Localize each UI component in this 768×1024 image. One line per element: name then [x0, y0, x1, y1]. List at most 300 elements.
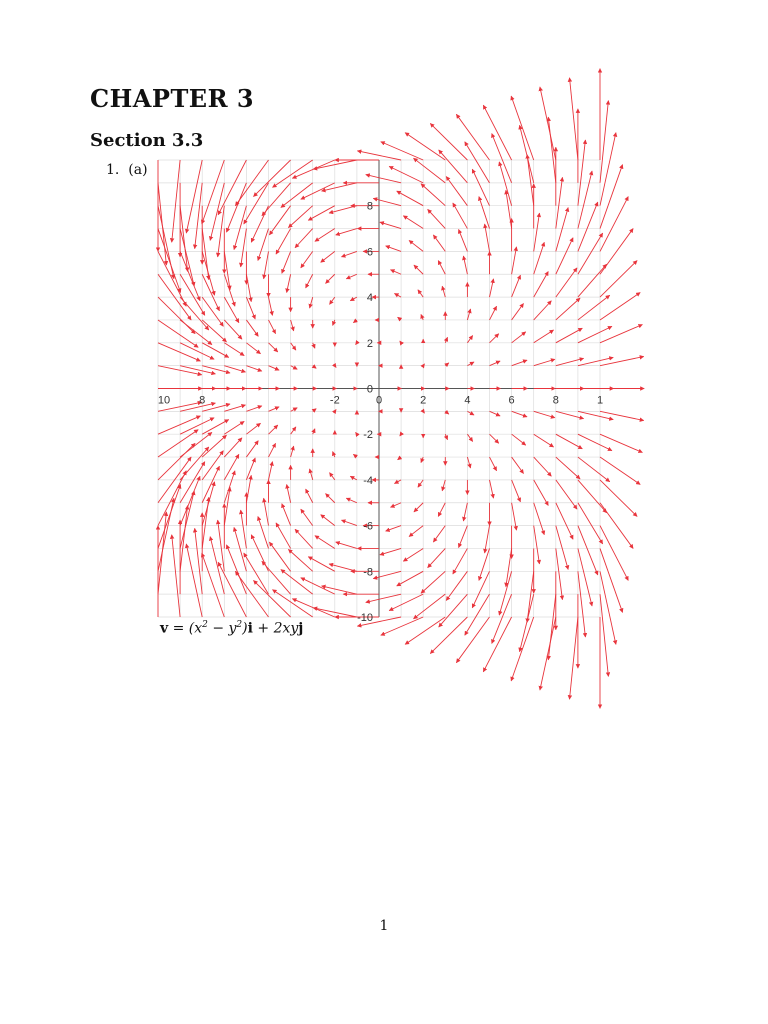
field-arrow — [281, 569, 313, 594]
field-arrow — [463, 256, 467, 274]
field-arrow — [202, 160, 225, 224]
field-arrow — [350, 476, 357, 480]
field-arrow — [467, 309, 470, 320]
field-arrow — [578, 202, 598, 251]
field-arrow — [329, 297, 334, 304]
y-tick-label: 0 — [366, 383, 373, 396]
y-tick-label: -10 — [357, 612, 373, 624]
field-arrow — [467, 457, 470, 468]
field-arrow — [600, 197, 628, 252]
field-arrow — [291, 408, 298, 412]
field-arrow — [202, 482, 214, 526]
field-arrow — [246, 343, 260, 354]
field-arrow — [413, 594, 445, 619]
field-arrow — [414, 265, 423, 274]
field-arrow — [202, 451, 223, 480]
field-arrow — [485, 526, 490, 553]
field-arrow — [282, 504, 291, 526]
caption-sup1: 2 — [202, 620, 208, 630]
field-arrow — [291, 446, 294, 457]
field-arrow — [600, 229, 633, 275]
field-arrow — [366, 594, 401, 602]
field-arrow — [578, 503, 603, 544]
field-arrow — [246, 441, 258, 457]
field-arrow — [490, 361, 501, 366]
field-arrow — [578, 264, 607, 297]
field-arrow — [534, 330, 554, 343]
field-arrow — [224, 297, 239, 323]
field-arrow — [570, 78, 578, 160]
field-arrow — [548, 594, 556, 660]
field-arrow — [600, 434, 642, 452]
field-arrow — [394, 293, 401, 297]
field-arrow — [288, 206, 312, 228]
field-arrow — [438, 503, 445, 517]
vector-field-plot — [157, 160, 604, 624]
field-arrow — [246, 475, 251, 502]
field-arrow — [262, 561, 291, 594]
field-arrow — [272, 160, 312, 187]
field-arrow — [512, 247, 517, 274]
field-arrow — [269, 407, 280, 412]
field-arrow — [346, 498, 357, 503]
field-arrow — [445, 363, 449, 366]
field-arrow — [224, 454, 239, 480]
field-arrow — [269, 462, 273, 480]
y-tick-label: -6 — [363, 520, 373, 533]
field-arrow — [556, 177, 563, 228]
caption-plus: + 2xy — [252, 620, 299, 637]
field-arrow — [512, 503, 517, 530]
field-arrow — [578, 171, 592, 229]
field-arrow — [534, 301, 552, 320]
field-arrow — [180, 418, 214, 434]
field-arrow — [600, 457, 640, 484]
field-arrow — [430, 123, 467, 160]
field-arrow — [534, 457, 552, 476]
field-arrow — [224, 405, 245, 411]
field-arrow — [180, 366, 215, 374]
field-arrow — [224, 274, 235, 306]
field-arrow — [600, 503, 633, 549]
field-arrow — [428, 548, 446, 567]
field-arrow — [467, 434, 472, 441]
caption-v: v — [160, 620, 169, 637]
field-arrow — [202, 553, 225, 617]
field-arrow — [180, 251, 200, 300]
field-arrow — [446, 571, 467, 600]
page-number: 1 — [379, 918, 389, 934]
field-arrow — [465, 142, 490, 183]
field-arrow — [246, 320, 258, 336]
field-arrow — [556, 411, 584, 418]
field-arrow — [158, 206, 174, 279]
x-tick-label: 1 — [596, 394, 604, 407]
field-arrow — [397, 191, 424, 206]
field-arrow — [439, 594, 468, 627]
field-arrow — [276, 523, 291, 549]
field-arrow — [341, 520, 356, 525]
field-arrow — [442, 480, 445, 491]
field-arrow — [202, 435, 226, 457]
field-arrow — [350, 297, 357, 301]
field-arrow — [227, 183, 247, 232]
x-tick-label: 10 — [157, 394, 171, 407]
field-arrow — [467, 411, 474, 415]
x-tick-label: 6 — [508, 394, 515, 407]
field-arrow — [556, 480, 577, 509]
x-tick-label: -2 — [329, 394, 340, 407]
field-arrow — [472, 571, 489, 608]
chapter-title: CHAPTER 3 — [90, 84, 255, 113]
field-arrow — [463, 503, 467, 521]
field-arrow — [459, 526, 468, 548]
field-arrow — [511, 617, 534, 681]
field-arrow — [353, 454, 357, 457]
field-arrow — [438, 261, 445, 275]
field-arrow — [158, 320, 198, 347]
field-arrow — [534, 272, 549, 298]
field-arrow — [158, 183, 166, 265]
field-arrow — [158, 229, 181, 293]
field-arrow — [556, 298, 580, 320]
field-arrow — [578, 526, 598, 575]
field-arrow — [224, 438, 242, 457]
field-arrow — [224, 343, 244, 356]
field-arrow — [600, 411, 644, 420]
field-arrow — [258, 516, 269, 548]
field-arrow — [218, 562, 246, 617]
field-arrow — [490, 480, 494, 498]
field-arrow — [390, 270, 401, 275]
caption-i: i — [247, 620, 253, 637]
field-arrow — [158, 416, 200, 434]
x-tick-label: 2 — [420, 394, 427, 407]
field-arrow — [446, 176, 467, 205]
y-tick-label: -4 — [363, 474, 373, 487]
field-arrow — [380, 222, 401, 228]
field-arrow — [241, 229, 247, 267]
y-tick-label: 6 — [366, 246, 373, 259]
field-arrow — [366, 175, 401, 183]
field-arrow — [180, 432, 212, 457]
field-arrow — [578, 548, 592, 606]
field-arrow — [321, 251, 335, 262]
field-arrow — [534, 213, 540, 251]
field-arrow — [512, 360, 527, 365]
field-arrow — [600, 357, 644, 366]
field-arrow — [418, 480, 423, 487]
field-arrow — [326, 274, 335, 283]
caption-close: ) — [242, 620, 248, 637]
field-arrow — [472, 169, 489, 206]
field-arrow — [556, 434, 583, 449]
y-tick-label: -8 — [363, 566, 373, 579]
field-arrow — [556, 358, 584, 365]
field-arrow — [442, 286, 445, 297]
field-arrow — [241, 510, 247, 548]
field-arrow — [413, 158, 445, 183]
field-arrow — [483, 617, 511, 672]
caption-eq1: = (x — [168, 620, 203, 637]
field-arrow — [246, 423, 260, 434]
field-arrow — [433, 235, 445, 251]
field-arrow — [313, 366, 317, 369]
field-arrow — [398, 457, 402, 460]
field-arrow — [418, 290, 423, 297]
field-arrow — [578, 233, 603, 274]
field-arrow — [600, 133, 616, 206]
field-arrow — [556, 268, 577, 297]
field-arrow — [346, 274, 357, 279]
field-arrow — [578, 140, 586, 206]
field-arrow — [409, 526, 423, 537]
field-arrow — [540, 87, 556, 160]
field-arrow — [405, 617, 445, 644]
field-arrow — [490, 279, 494, 297]
field-arrow — [180, 403, 215, 411]
field-arrow — [269, 443, 276, 457]
field-arrow — [246, 406, 261, 411]
field-arrow — [556, 548, 563, 599]
field-arrow — [414, 503, 423, 512]
field-arrow — [186, 544, 202, 617]
field-arrow — [485, 224, 490, 251]
item-part: (a) — [128, 162, 148, 178]
field-arrow — [556, 328, 583, 343]
field-arrow — [301, 578, 335, 594]
field-arrow — [600, 293, 640, 320]
y-tick-label: 2 — [366, 337, 373, 350]
field-arrow — [600, 325, 642, 343]
field-arrow — [276, 229, 291, 255]
field-arrow — [224, 366, 245, 372]
field-arrow — [291, 343, 296, 350]
field-arrow — [218, 160, 246, 215]
field-arrow — [272, 590, 312, 617]
field-arrow — [202, 320, 226, 342]
field-arrow — [253, 580, 290, 617]
field-arrow — [353, 320, 357, 323]
field-arrow — [421, 184, 445, 206]
field-arrow — [397, 571, 424, 586]
field-arrow — [315, 229, 335, 242]
item-label — [106, 162, 148, 178]
y-tick-label: -2 — [363, 429, 373, 442]
field-arrow — [600, 571, 616, 644]
field-arrow — [336, 229, 357, 235]
x-tick-label: 4 — [464, 394, 471, 407]
field-arrow — [534, 242, 545, 274]
field-arrow — [490, 306, 497, 320]
caption-j: j — [298, 620, 304, 637]
field-arrow — [321, 515, 335, 526]
field-arrow — [291, 366, 298, 370]
field-arrow — [269, 343, 278, 352]
field-arrow — [421, 571, 445, 593]
field-arrow — [433, 526, 445, 542]
field-arrow — [282, 251, 291, 273]
field-arrow — [386, 246, 401, 251]
field-arrow — [264, 498, 269, 525]
field-arrow — [403, 548, 423, 561]
field-arrow — [269, 206, 290, 235]
field-arrow — [534, 434, 554, 447]
field-arrow — [310, 469, 313, 480]
field-arrow — [158, 297, 195, 334]
field-arrow — [180, 297, 209, 330]
field-arrow — [180, 447, 209, 480]
field-arrow — [341, 251, 356, 256]
field-arrow — [158, 484, 181, 548]
field-arrow — [306, 274, 313, 288]
field-arrow — [578, 480, 607, 513]
field-arrow — [490, 457, 497, 471]
field-arrow — [389, 166, 423, 182]
field-arrow — [459, 229, 468, 251]
field-arrow — [465, 594, 490, 635]
field-arrow — [172, 535, 180, 617]
caption-minus: − y — [207, 620, 237, 637]
field-arrow — [512, 332, 526, 343]
field-arrow — [430, 617, 467, 654]
field-arrow — [534, 480, 549, 506]
field-arrow — [512, 480, 521, 502]
field-arrow — [490, 434, 499, 443]
field-arrow — [428, 209, 446, 228]
field-arrow — [310, 297, 313, 308]
field-arrow — [262, 183, 291, 216]
field-arrow — [158, 343, 200, 361]
field-arrow — [534, 526, 540, 564]
field-arrow — [180, 320, 212, 345]
field-arrow — [329, 473, 334, 480]
field-arrow — [398, 317, 402, 320]
field-arrow — [326, 494, 335, 503]
caption-sup2: 2 — [236, 620, 243, 630]
field-arrow — [246, 274, 251, 301]
field-arrow — [269, 425, 278, 434]
field-arrow — [306, 489, 313, 503]
field-arrow — [269, 320, 276, 334]
field-arrow — [456, 114, 489, 160]
field-arrow — [281, 183, 313, 208]
field-arrow — [172, 160, 180, 242]
field-arrow — [512, 411, 527, 416]
field-arrow — [264, 251, 269, 278]
field-arrow — [253, 160, 290, 197]
field-arrow — [373, 198, 401, 205]
field-arrow — [315, 536, 335, 549]
field-arrow — [295, 229, 313, 248]
field-arrow — [490, 334, 499, 343]
field-arrow — [224, 471, 235, 503]
field-arrow — [405, 133, 445, 160]
x-tick-label: 0 — [375, 394, 383, 407]
section-title: Section 3.3 — [90, 130, 204, 151]
field-arrow — [269, 297, 273, 315]
field-arrow — [456, 617, 489, 663]
field-arrow — [224, 320, 242, 339]
field-arrow — [224, 421, 244, 434]
field-arrow — [202, 297, 223, 326]
field-arrow — [389, 594, 423, 610]
field-arrow — [227, 545, 247, 594]
field-arrow — [483, 105, 511, 160]
field-arrow — [180, 476, 200, 525]
field-arrow — [409, 240, 423, 251]
field-arrow — [301, 509, 313, 525]
field-arrow — [180, 343, 214, 359]
field-arrow — [540, 617, 556, 690]
x-tick-label: 8 — [552, 394, 559, 407]
field-arrow — [158, 471, 186, 526]
field-arrow — [394, 480, 401, 484]
field-arrow — [158, 251, 186, 306]
x-tick-label: 8 — [199, 394, 206, 407]
field-arrow — [403, 216, 423, 229]
field-arrow — [556, 457, 580, 479]
field-arrow — [313, 409, 317, 412]
item-number: 1. — [106, 162, 120, 178]
field-arrow — [600, 548, 623, 612]
field-arrow — [336, 542, 357, 548]
field-arrow — [570, 617, 578, 699]
field-arrow — [269, 366, 280, 371]
field-arrow — [600, 101, 608, 183]
field-equation-caption — [160, 620, 303, 637]
field-arrow — [512, 434, 526, 445]
field-arrow — [287, 484, 291, 502]
field-arrow — [453, 548, 468, 574]
field-arrow — [210, 537, 224, 595]
y-tick-label: 8 — [366, 200, 373, 213]
field-arrow — [202, 466, 219, 503]
field-arrow — [439, 150, 468, 183]
field-arrow — [512, 275, 521, 297]
field-arrow — [512, 303, 524, 319]
field-arrow — [386, 526, 401, 531]
field-arrow — [600, 594, 608, 676]
field-arrow — [390, 503, 401, 508]
field-arrow — [202, 274, 219, 311]
field-arrow — [301, 183, 335, 199]
field-arrow — [186, 160, 202, 233]
field-arrow — [453, 203, 468, 229]
field-arrow — [490, 411, 501, 416]
field-arrow — [269, 542, 290, 571]
field-arrow — [373, 571, 401, 578]
field-arrow — [158, 443, 195, 480]
field-arrow — [295, 529, 313, 548]
field-arrow — [512, 457, 524, 473]
field-arrow — [578, 571, 586, 637]
field-arrow — [511, 96, 534, 160]
field-arrow — [600, 165, 623, 229]
field-arrow — [534, 503, 545, 535]
field-arrow — [380, 548, 401, 554]
field-arrow — [467, 362, 474, 366]
field-arrow — [600, 526, 628, 581]
field-arrow — [158, 430, 198, 457]
field-arrow — [288, 549, 312, 571]
field-arrow — [258, 229, 269, 261]
field-arrow — [210, 183, 224, 241]
field-arrow — [287, 274, 291, 292]
field-arrow — [195, 528, 203, 594]
field-arrow — [548, 117, 556, 183]
y-tick-label: 4 — [366, 292, 373, 305]
